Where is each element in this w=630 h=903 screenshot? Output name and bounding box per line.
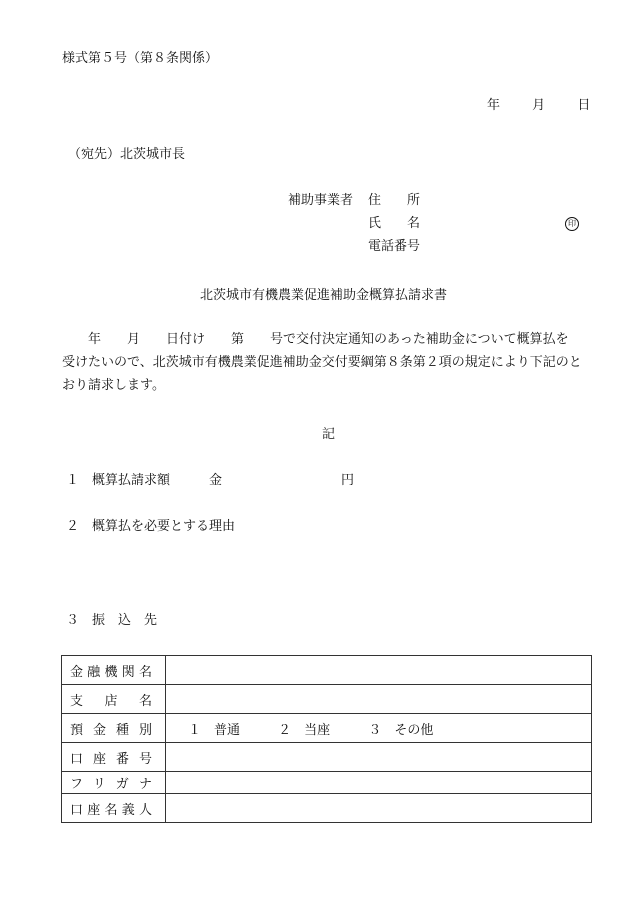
option-toza: ２ 当座 <box>278 722 331 738</box>
date-line <box>487 99 590 112</box>
form-number: 様式第５号（第８条関係） <box>62 51 219 66</box>
applicant-heading: 補助事業者 <box>288 193 354 208</box>
bank-row-account-type <box>62 714 592 743</box>
item2-label: ２ 概算払を必要とする理由 <box>66 519 236 534</box>
bank-table <box>61 655 592 823</box>
bank-holder-value <box>166 794 592 823</box>
ki-heading: 記 <box>322 427 336 442</box>
body-line-3: おり請求します。 <box>62 378 165 393</box>
body-paragraph <box>62 328 602 397</box>
bank-account-number-value <box>166 743 592 772</box>
date-day: 日 <box>577 98 591 113</box>
bank-account-type-label: 預金種別 <box>70 722 152 738</box>
addressee: （宛先）北茨城市長 <box>68 147 186 162</box>
item1-yen: 円 <box>341 473 355 488</box>
date-month: 月 <box>532 98 546 113</box>
bank-row-furigana <box>62 772 592 794</box>
option-futsu: １ 普通 <box>188 722 241 738</box>
body-line-1: 年 月 日付け 第 号で交付決定通知のあった補助金について概算払を <box>62 332 569 347</box>
bank-institution-label: 金融機関名 <box>70 664 152 680</box>
bank-row-account-number <box>62 743 592 772</box>
option-sonota: ３ その他 <box>368 722 434 738</box>
date-year: 年 <box>487 98 501 113</box>
name-label: 氏 名 <box>368 216 421 231</box>
bank-row-institution <box>62 656 592 685</box>
bank-institution-value <box>166 656 592 685</box>
bank-furigana-value <box>166 772 592 794</box>
document-title: 北茨城市有機農業促進補助金概算払請求書 <box>200 288 448 303</box>
item1-kin: 金 <box>209 473 223 488</box>
bank-branch-label: 支店名 <box>70 693 152 709</box>
body-line-2: 受けたいので、北茨城市有機農業促進補助金交付要綱第８条第２項の規定により下記のと <box>62 355 582 370</box>
phone-label: 電話番号 <box>368 239 421 254</box>
bank-account-type-value <box>166 714 592 743</box>
address-label: 住 所 <box>368 193 421 208</box>
bank-branch-value <box>166 685 592 714</box>
item1-label: １ 概算払請求額 <box>66 473 171 488</box>
seal-mark: 印 <box>565 217 579 231</box>
bank-row-holder <box>62 794 592 823</box>
bank-account-number-label: 口座番号 <box>70 751 152 767</box>
bank-holder-label: 口座名義人 <box>70 802 152 818</box>
bank-row-branch <box>62 685 592 714</box>
item3-label: ３ 振 込 先 <box>66 613 158 628</box>
bank-furigana-label: フリガナ <box>70 777 152 792</box>
